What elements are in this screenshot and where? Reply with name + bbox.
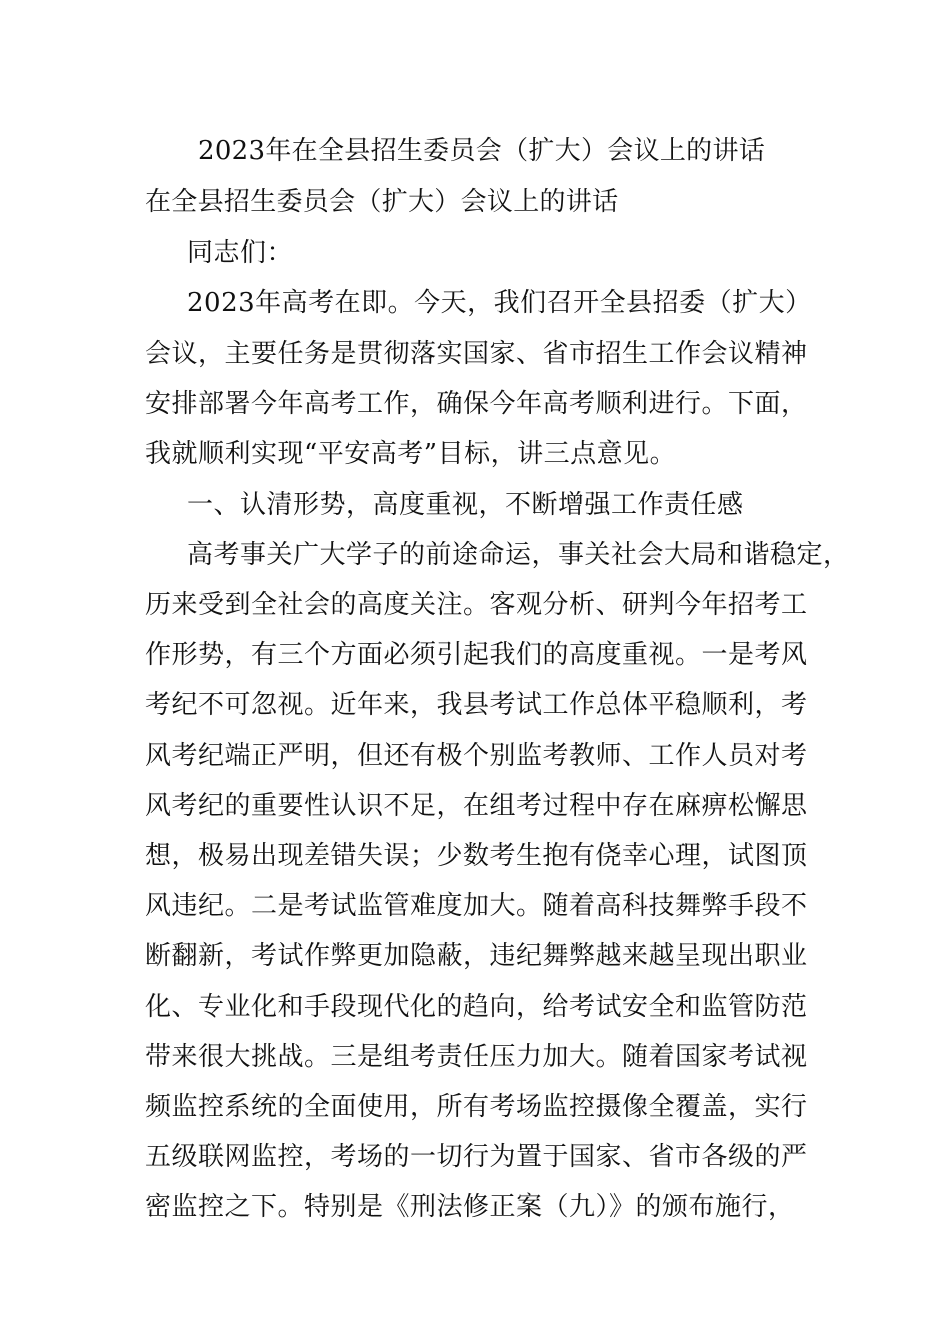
paragraph-line: 安排部署今年高考工作，确保今年高考顺利进行。下面， [145,389,808,419]
paragraph-line: 密监控之下。特别是《刑法修正案（九）》的颁布施行， [145,1192,795,1222]
paragraph-line: 历来受到全社会的高度关注。客观分析、研判今年招考工 [145,590,808,620]
paragraph-line: 带来很大挑战。三是组考责任压力加大。随着国家考试视 [145,1042,808,1072]
paragraph-line: 断翻新，考试作弊更加隐蔽，违纪舞弊越来越呈现出职业 [145,941,808,971]
paragraph-line: 我就顺利实现“平安高考”目标，讲三点意见。 [145,439,677,469]
paragraph-line: 高考事关广大学子的前途命运，事关社会大局和谐稳定， [187,540,850,570]
paragraph-line: 五级联网监控，考场的一切行为置于国家、省市各级的严 [145,1142,808,1172]
paragraph-line: 作形势，有三个方面必须引起我们的高度重视。一是考风 [145,640,808,670]
paragraph-line: 风违纪。二是考试监管难度加大。随着高科技舞弊手段不 [145,891,808,921]
document-subtitle: 在全县招生委员会（扩大）会议上的讲话 [145,187,619,217]
paragraph-line: 2023年高考在即。今天，我们召开全县招委（扩大） [187,288,812,318]
greeting: 同志们： [187,238,294,268]
paragraph-line: 想，极易出现差错失误；少数考生抱有侥幸心理，试图顶 [145,841,808,871]
document-title: 2023年在全县招生委员会（扩大）会议上的讲话 [198,136,766,166]
paragraph-line: 会议，主要任务是贯彻落实国家、省市招生工作会议精神 [145,339,808,369]
paragraph-line: 化、专业化和手段现代化的趋向，给考试安全和监管防范 [145,992,808,1022]
paragraph-line: 频监控系统的全面使用，所有考场监控摄像全覆盖，实行 [145,1092,808,1122]
paragraph-line: 风考纪端正严明，但还有极个别监考教师、工作人员对考 [145,741,808,771]
section-heading: 一、认清形势，高度重视，不断增强工作责任感 [187,490,744,520]
paragraph-line: 考纪不可忽视。近年来，我县考试工作总体平稳顺利，考 [145,690,808,720]
paragraph-line: 风考纪的重要性认识不足，在组考过程中存在麻痹松懈思 [145,791,808,821]
